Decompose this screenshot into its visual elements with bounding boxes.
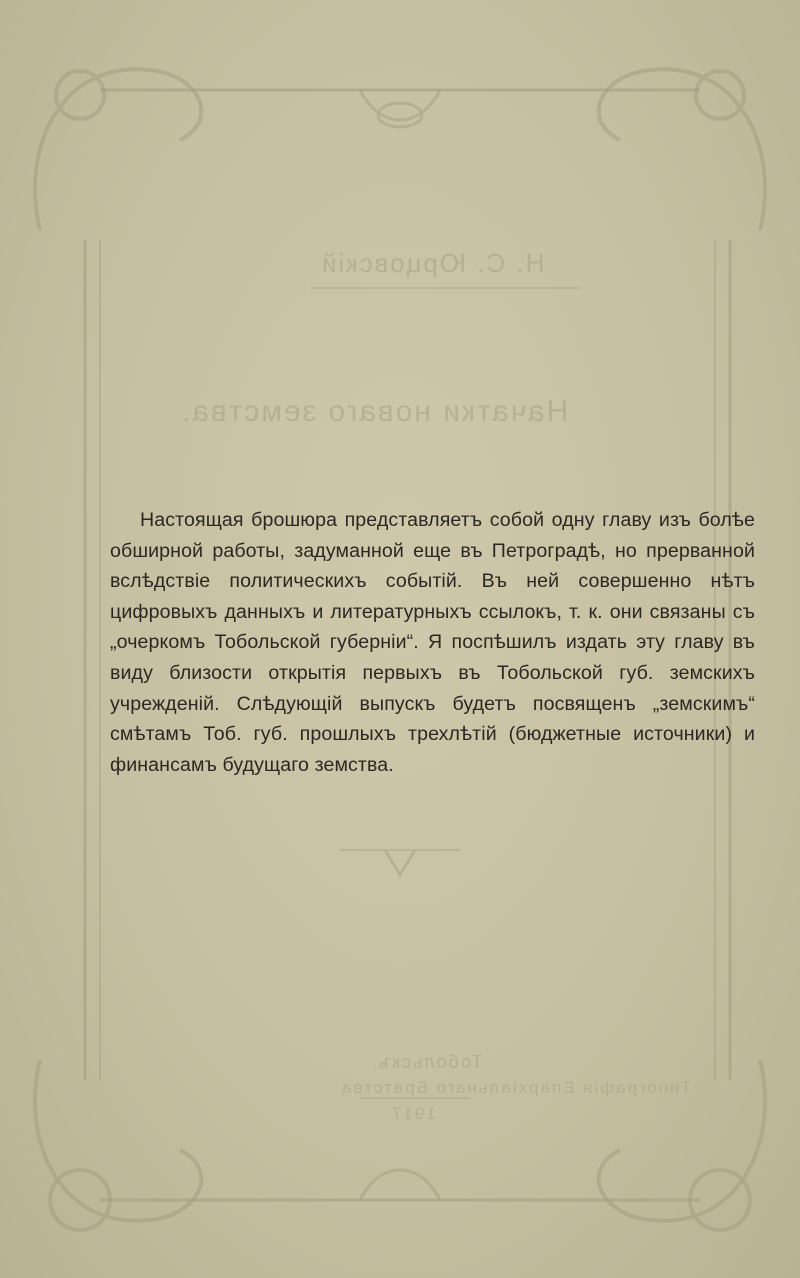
top-left-rosette-icon [56, 71, 104, 119]
bottom-left-flourish-icon [35, 1060, 201, 1221]
top-left-flourish-icon [35, 69, 201, 230]
top-center-ornament-icon [360, 90, 440, 120]
center-divider-ornament-icon [385, 850, 415, 875]
bleed-through-year: 1917 [390, 1104, 436, 1123]
bleed-through-city: Тобольскъ. [370, 1052, 483, 1072]
bleed-through-author: Н. С. Юрцовскій [320, 248, 545, 278]
bleed-through-printer: Типографія Епархіальнаго Братства [340, 1078, 692, 1097]
foreword-paragraph: Настоящая брошюра представляетъ собой одну главу изъ болѣе обширной работы, задуманной еще въ Петроградѣ, но прерванной вслѣдствіе политическихъ событій. Въ ней совершенно нѣтъ цифровыхъ данныхъ и литературныхъ ссылокъ, т. к. они связаны съ „очеркомъ Тобольской губерніи“. Я поспѣшилъ издать эту главу въ виду близости открытія первыхъ въ Тобольской губ. земскихъ учрежденій. Слѣдующій выпускъ будетъ посвященъ „земскимъ“ смѣтамъ Тоб. губ. прошлыхъ трехлѣтій (бюджетные источники) и финансамъ будущаго земства. [110, 509, 755, 776]
bottom-center-ornament-icon [360, 1170, 440, 1200]
top-right-rosette-icon [696, 71, 744, 119]
bleed-through-title: Начатки новаго земства. [180, 395, 569, 428]
top-right-flourish-icon [599, 69, 765, 230]
